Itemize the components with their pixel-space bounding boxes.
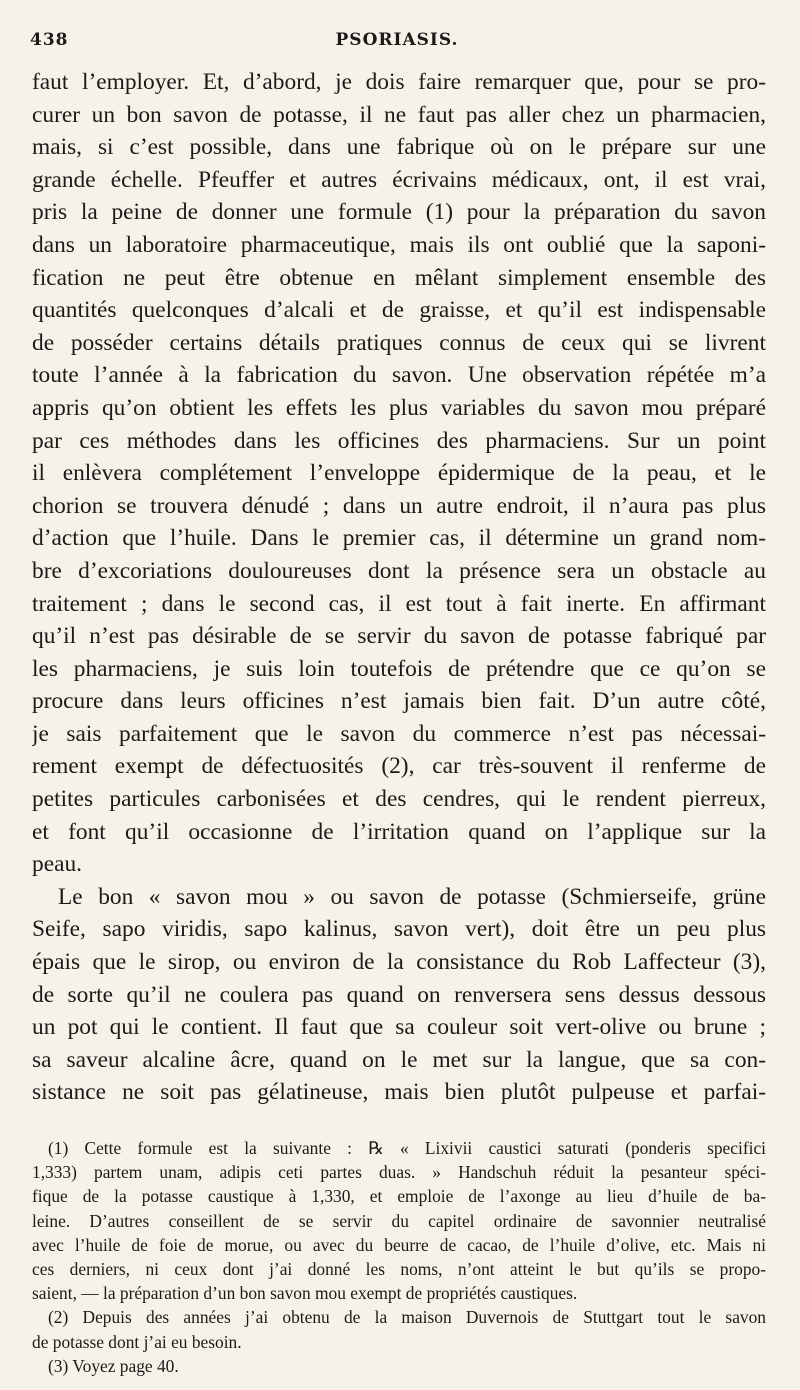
text-line: petites particules carbonisées et des cendres, qui le rendent pierreux, [32, 786, 766, 813]
text-line: procure dans leurs officines n’est jamais bien fait. D’un autre côté, [32, 688, 766, 715]
footnote-line: saient, — la préparation d’un bon savon mou exempt de propriétés caustiques. [32, 1283, 578, 1304]
text-line: dans un laboratoire pharmaceutique, mais ils ont oublié que la saponi- [32, 231, 766, 258]
footnote-line: 1,333) partem unam, adipis ceti partes duas. » Handschuh réduit la pesanteur spéci- [32, 1162, 766, 1183]
text-line: chorion se trouvera dénudé ; dans un autre endroit, il n’aura pas plus [32, 492, 766, 519]
text-line: appris qu’on obtient les effets les plus variables du savon mou préparé [32, 394, 766, 421]
text-line: toute l’année à la fabrication du savon. Une observation répétée m’a [32, 362, 766, 389]
text-line: Seife, sapo viridis, sapo kalinus, savon vert), doit être un peu plus [32, 916, 766, 943]
footnote-line: leine. D’autres conseillent de se servir du capitel ordinaire de savonnier neutralisé [32, 1210, 766, 1231]
footnote-line: de potasse dont j’ai eu besoin. [32, 1331, 242, 1352]
text-line: il enlèvera complétement l’enveloppe épidermique de la peau, et le [32, 460, 766, 487]
text-line: de sorte qu’il ne coulera pas quand on renversera sens dessus dessous [32, 981, 766, 1008]
text-line: bre d’excoriations douloureuses dont la présence sera un obstacle au [32, 557, 766, 584]
text-line: pris la peine de donner une formule (1) pour la préparation du savon [32, 199, 766, 226]
text-line: et font qu’il occasionne de l’irritation quand on l’applique sur la [32, 818, 766, 845]
text-line: épais que le sirop, ou environ de la consistance du Rob Laffecteur (3), [32, 949, 766, 976]
footnote-line: (2) Depuis des années j’ai obtenu de la maison Duvernois de Stuttgart tout le savon [48, 1307, 766, 1328]
text-line: grande échelle. Pfeuffer et autres écrivains médicaux, ont, il est vrai, [32, 166, 766, 193]
text-line: traitement ; dans le second cas, il est tout à fait inerte. En affirmant [32, 590, 766, 617]
text-line: quantités quelconques d’alcali et de graisse, et qu’il est indispensable [32, 297, 766, 324]
text-line: Le bon « savon mou » ou savon de potasse (Schmierseife, grüne [58, 883, 766, 910]
text-line: les pharmaciens, je suis loin toutefois de prétendre que ce qu’on se [32, 655, 766, 682]
page-number: 438 [30, 30, 69, 50]
footnote-line: fique de la potasse caustique à 1,330, et emploie de l’axonge au lieu d’huile de ba- [32, 1186, 766, 1207]
footnote-line: ces derniers, ni ceux dont j’ai donné les noms, n’ont atteint le but qu’ils se propo- [32, 1258, 766, 1279]
text-line: qu’il n’est pas désirable de se servir du savon de potasse fabriqué par [32, 623, 766, 650]
text-line: d’action que l’huile. Dans le premier cas, il détermine un grand nom- [32, 525, 766, 552]
text-line: par ces méthodes dans les officines des pharmaciens. Sur un point [32, 427, 766, 454]
body-text [32, 66, 766, 1109]
text-line: fication ne peut être obtenue en mêlant simplement ensemble des [32, 264, 766, 291]
footnote-line: (1) Cette formule est la suivante : ℞ « Lixivii caustici saturati (ponderis specifici [48, 1138, 766, 1158]
text-line: rement exempt de défectuosités (2), car très-souvent il renferme de [32, 753, 766, 780]
text-line: curer un bon savon de potasse, il ne faut pas aller chez un pharmacien, [32, 101, 766, 128]
text-line: je sais parfaitement que le savon du commerce n’est pas nécessai- [32, 720, 766, 747]
footnote-line: (3) Voyez page 40. [48, 1355, 179, 1376]
text-line: mais, si c’est possible, dans une fabrique où on le prépare sur une [32, 134, 766, 161]
text-line: sistance ne soit pas gélatineuse, mais bien plutôt pulpeuse et parfai- [32, 1079, 766, 1106]
text-line: de posséder certains détails pratiques connus de ceux qui se livrent [32, 329, 766, 356]
text-line: sa saveur alcaline âcre, quand on le met sur la langue, que sa con- [32, 1046, 766, 1073]
text-line: un pot qui le contient. Il faut que sa couleur soit vert-olive ou brune ; [32, 1014, 766, 1041]
page-header [30, 30, 764, 60]
footnotes [32, 1136, 766, 1378]
running-head: PSORIASIS. [335, 30, 459, 50]
footnote-line: avec l’huile de foie de morue, ou avec du beurre de cacao, de l’huile d’olive, etc. Mais ni [32, 1234, 766, 1255]
text-line: faut l’employer. Et, d’abord, je dois faire remarquer que, pour se pro- [32, 69, 766, 95]
text-line: peau. [32, 851, 83, 878]
